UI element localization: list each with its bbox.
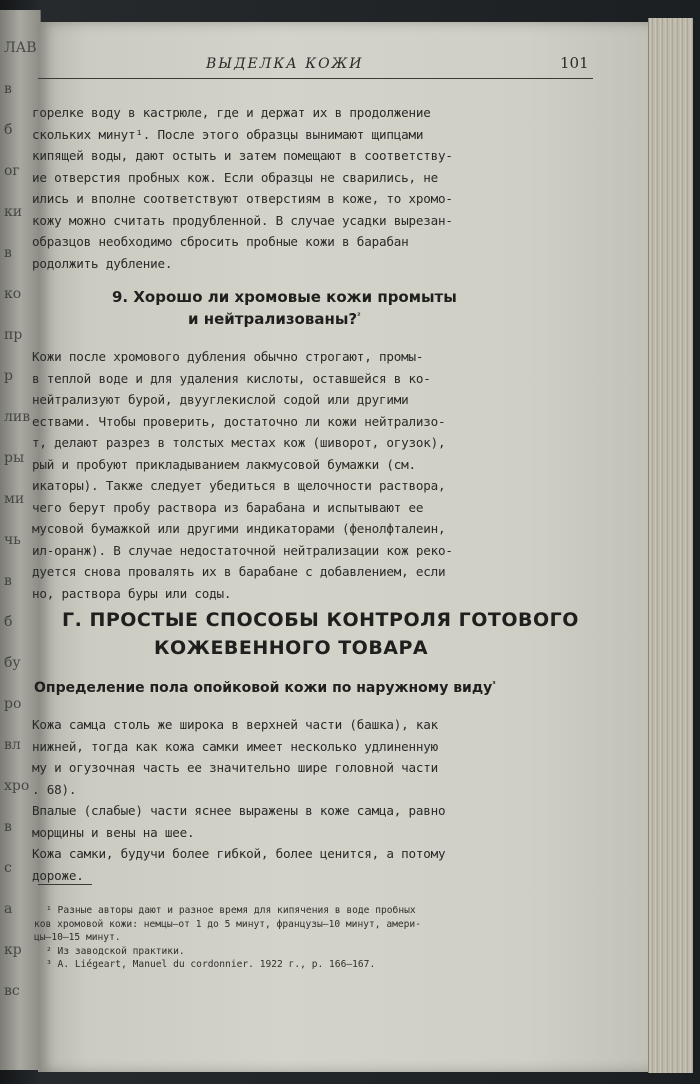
prev-page-fragment: ми [4,491,25,507]
text-line: скольких минут¹. После этого образцы вынимают щипцами [32,126,424,142]
prev-page-fragment: ки [4,204,23,220]
footnote-rule [38,884,92,885]
prev-page-fragment: ры [4,450,25,466]
text-line: Кожи после хромового дубления обычно строгают, промы- [32,349,424,364]
footnote-line: ³ A. Liégeart, Manuel du cordonnier. 1922 г., p. 166—167. [46,959,376,970]
text-line: чего берут пробу раствора из барабана и испытывают ее [32,499,424,515]
footnote-line: ков хромовой кожи: немцы—от 1 до 5 минут, французы—10 минут, амери- [34,918,421,930]
page-stack-edge [648,18,693,1073]
text-line: в теплой воде и для удаления кислоты, оставшейся в ко- [32,370,431,386]
text-line: . 68). [32,781,77,797]
prev-page-fragment: в [4,573,12,589]
prev-page-fragment: в [4,81,12,97]
prev-page-fragment: а [4,901,13,917]
text-line: кипящей воды, дают остыть и затем помещают в соответству- [32,148,453,163]
text-line: образцов необходимо сбросить пробные кожи в барабан [32,234,409,249]
text-line: т, делают разрез в толстых местах кож (шиворот, огузок), [32,435,446,450]
header-rule [38,78,593,79]
prev-page-fragment: р [4,368,13,384]
footnote-line: ¹ Разные авторы дают и разное время для кипячения в воде пробных [46,905,416,916]
text-line: Впалые (слабые) части яснее выражены в коже самца, равно [32,803,446,818]
prev-page-fragment: чь [4,532,21,548]
text-line: ествами. Чтобы проверить, достаточно ли кожи нейтрализо- [32,413,446,429]
text-line: дороже. [32,867,84,883]
prev-page-fragment: пр [4,327,23,343]
text-line: ились и вполне соответствуют отверстиям в коже, то хромо- [32,191,453,206]
text-line: рый и пробуют прикладыванием лакмусовой бумажки (см. [32,456,416,472]
footnote-ref: ² [357,311,361,320]
heading-line [112,308,457,330]
prev-page-fragment: вл [4,737,21,753]
text-line: му и огузочная часть ее значительно шире головной части [32,760,439,775]
text-line: родолжить дубление. [32,255,173,271]
prev-page-fragment: бу [4,655,21,671]
heading-line: 9. Хорошо ли хромовые кожи промыты [112,288,457,306]
prev-page-fragment: б [4,122,13,138]
footnote-line: цы—10—15 минут. [34,932,121,943]
section-heading-9 [112,286,457,330]
prev-page-fragment: в [4,819,12,835]
running-title: ВЫДЕЛКА КОЖИ [206,56,364,72]
prev-page-fragment: ко [4,286,22,302]
text-line: нейтрализуют бурой, двууглекислой содой или другими [32,392,409,407]
text-line: ил-оранж). В случае недостаточной нейтрализации кож реко- [32,542,453,558]
footnotes [34,904,594,972]
footnote-line: ² Из заводской практики. [46,945,185,957]
text-line: мусовой бумажкой или другими индикаторами (фенолфталеин, [32,521,446,536]
text-line: кожу можно считать продубленной. В случае усадки вырезан- [32,212,453,228]
text-line: морщины и вены на шее. [32,824,195,840]
prev-page-fragment: ог [4,163,20,179]
text-line: нижней, тогда как кожа самки имеет несколько удлиненную [32,738,439,754]
subheading [34,678,496,698]
heading-line: Г. ПРОСТЫЕ СПОСОБЫ КОНТРОЛЯ ГОТОВОГО [62,609,579,631]
text-line: Кожа самца столь же широка в верхней части (башка), как [32,717,439,732]
text-line: икаторы). Также следует убедиться в щелочности раствора, [32,478,446,493]
text-line: горелке воду в кастрюле, где и держат их в продолжение [32,105,431,120]
section-heading-g [62,606,579,662]
text-line: Кожа самки, будучи более гибкой, более ценится, а потому [32,846,446,861]
prev-page-fragment: хро [4,778,30,794]
prev-page-fragment: с [4,860,12,876]
footnote-ref: ³ [492,679,496,689]
book-page [32,22,650,1072]
text-line: но, раствора буры или соды. [32,585,232,601]
prev-page-fragment: ро [4,696,22,712]
prev-page-fragment: лив [4,409,31,425]
text-line: дуется снова провалять их в барабане с добавлением, если [32,564,446,579]
prev-page-fragment: вс [4,983,20,999]
page-number: 101 [560,54,589,72]
page-header [38,52,650,78]
paragraph-3 [32,714,592,886]
prev-page-fragment: в [4,245,12,261]
text-line: ие отверстия пробных кож. Если образцы не сварились, не [32,169,439,185]
subheading-text: Определение пола опойковой кожи по наружному виду [34,680,493,696]
prev-page-fragment: б [4,614,13,630]
prev-page-fragment: ЛАВ [4,40,37,56]
heading-line: КОЖЕВЕННОГО ТОВАРА [154,637,429,659]
paragraph-2 [32,346,592,604]
prev-page-fragment: кр [4,942,22,958]
paragraph-1 [32,102,592,274]
heading-text: и нейтрализованы? [188,310,358,328]
